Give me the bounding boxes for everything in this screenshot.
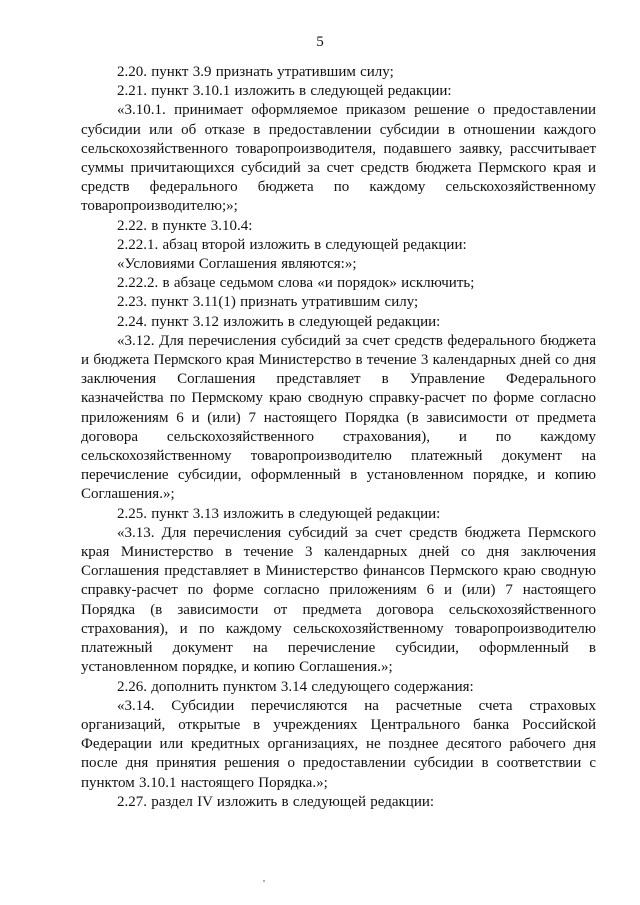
- paragraph-2-22-2: 2.22.2. в абзаце седьмом слова «и порядок» исключить;: [117, 275, 475, 292]
- paragraph-quote-3-10-1: «3.10.1. принимает оформляемое приказом решение о предоставлении субсидии или об отказе в предоставлении субсидии в отношении каждого сельскохозяйственного товаропроизводителя, подавшего заявку, рассчитывает суммы причитающихся субсидий за счет средств бюджета Пермского края и средств федерального бюджета по каждому сельскохозяйственному товаропроизводителю;»;: [81, 102, 596, 215]
- paragraph-2-24: 2.24. пункт 3.12 изложить в следующей редакции:: [117, 313, 441, 330]
- paragraph-quote-conditions: «Условиями Соглашения являются:»;: [117, 256, 357, 273]
- paragraph-quote-3-12: «3.12. Для перечисления субсидий за счет средств федерального бюджета и бюджета Пермского края Министерство в течение 3 календарных дней со дня заключения Соглашения представляет в Управление Федерального казначейства по Пермскому краю сводную справку-расчет по форме согласно приложениям 6 и (или) 7 настоящего Порядка (в зависимости от предмета договора сельскохозяйственного страхования), и по каждому сельскохозяйственному товаропроизводителю платежный документ на перечисление субсидии, оформленный в установленном порядке, и копию Соглашения.»;: [81, 332, 596, 503]
- page-number: 5: [316, 34, 324, 50]
- paragraph-2-26: 2.26. дополнить пунктом 3.14 следующего содержания:: [117, 678, 474, 695]
- paragraph-2-27: 2.27. раздел IV изложить в следующей редакции:: [117, 793, 435, 810]
- paragraph-2-22: 2.22. в пункте 3.10.4:: [117, 217, 253, 234]
- paragraph-2-25: 2.25. пункт 3.13 изложить в следующей редакции:: [117, 505, 441, 522]
- paragraph-quote-3-14: «3.14. Субсидии перечисляются на расчетные счета страховых организаций, открытые в учреждениях Центрального банка Российской Федерации или кредитных организациях, не позднее десятого рабочего дня после дня принятия решения о предоставлении субсидии в соответствии с пунктом 3.10.1 настоящего Порядка.»;: [81, 697, 596, 791]
- document-body: [81, 63, 596, 812]
- paragraph-2-22-1: 2.22.1. абзац второй изложить в следующей редакции:: [117, 236, 467, 253]
- paragraph-2-21: 2.21. пункт 3.10.1 изложить в следующей редакции:: [117, 83, 452, 100]
- scan-speck: [263, 880, 265, 882]
- paragraph-2-20: 2.20. пункт 3.9 признать утратившим силу;: [117, 64, 394, 80]
- paragraph-quote-3-13: «3.13. Для перечисления субсидий за счет средств бюджета Пермского края Министерство в течение 3 календарных дней со дня заключения Соглашения представляет в Министерство финансов Пермского краю сводную справку-расчет по форме согласно приложениям 6 и (или) 7 настоящего Порядка (в зависимости от предмета договора сельскохозяйственного страхования), и по каждому сельскохозяйственному товаропроизводителю платежный документ на перечисление субсидии, оформленный в установленном порядке, и копию Соглашения.»;: [81, 524, 596, 676]
- paragraph-2-23: 2.23. пункт 3.11(1) признать утратившим силу;: [117, 294, 419, 311]
